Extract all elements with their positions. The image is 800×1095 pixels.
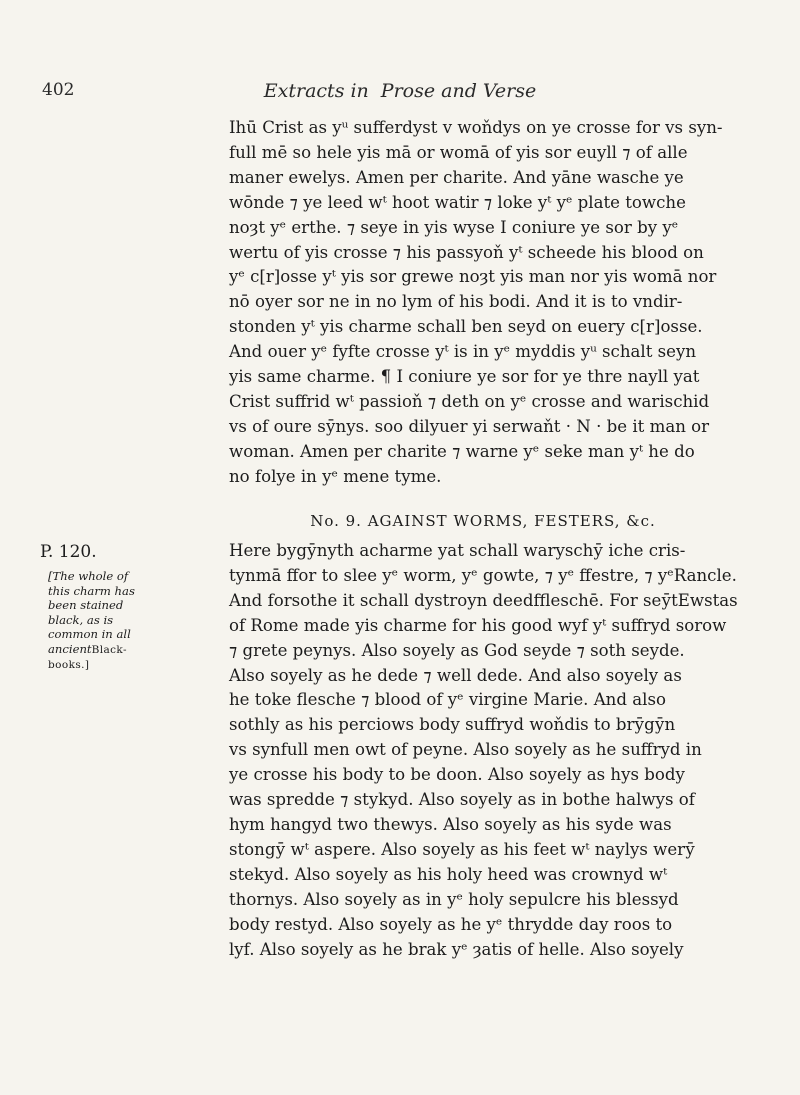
- text-line: Crist suffrid wᵗ passioň ⁊ deth on yᵉ crosse and warischid: [229, 391, 710, 411]
- text-line: full mē so hele yis mā or womā of yis sor euyll ⁊ of alle: [229, 142, 688, 162]
- side-note-line: common in all: [48, 627, 131, 642]
- text-line: yis same charme. ¶ I coniure ye sor for ye thre nayll yat: [229, 367, 700, 387]
- side-note-line: this charm has: [48, 583, 135, 598]
- text-line: was spredde ⁊ stykyd. Also soyely as in bothe halwys of: [229, 790, 695, 810]
- text-line: tynmā ffor to slee yᵉ worm, yᵉ gowte, ⁊ yᵉ ffestre, ⁊ yᵉRancle.: [229, 565, 737, 585]
- text-line: stekyd. Also soyely as his holy heed was crownyd wᵗ: [229, 864, 668, 884]
- text-line: yᵉ c[r]osse yᵗ yis sor grewe noȝt yis man nor yis womā nor: [229, 267, 717, 287]
- margin-page-reference: P. 120.: [40, 542, 97, 562]
- text-line: lyf. Also soyely as he brak yᵉ ȝatis of helle. Also soyely: [229, 939, 684, 959]
- running-head-part-2: Prose and Verse: [380, 80, 537, 102]
- text-line: stongӯ wᵗ aspere. Also soyely as his feet wᵗ naylys werӯ: [229, 839, 695, 859]
- charm-text-2: [229, 539, 737, 962]
- text-line: noȝt yᵉ erthe. ⁊ seye in yis wyse I coniure ye sor by yᵉ: [229, 217, 679, 237]
- charm-text-1: [229, 116, 737, 490]
- text-line: And forsothe it schall dystroyn deedffleschē. For seӯtEwstas: [229, 590, 738, 610]
- running-head: [0, 80, 800, 102]
- text-line: he toke flesche ⁊ blood of yᵉ virgine Marie. And also: [229, 690, 666, 710]
- text-line: stonden yᵗ yis charme schall ben seyd on euery c[r]osse.: [229, 317, 703, 337]
- text-line: hym hangyd two thewys. Also soyely as his syde was: [229, 814, 672, 834]
- text-line: Here bygӯnyth acharme yat schall waryschӯ iche cris-: [229, 541, 686, 560]
- text-line: thornys. Also soyely as in yᵉ holy sepulcre his blessyd: [229, 889, 679, 909]
- side-note-line: black, as is: [48, 612, 114, 627]
- text-line: Also soyely as he dede ⁊ well dede. And also soyely as: [229, 665, 682, 685]
- side-note-line: been stained: [48, 598, 124, 613]
- text-line: wōnde ⁊ ye leed wᵗ hoot watir ⁊ loke yᵗ yᵉ plate towche: [229, 192, 686, 212]
- text-line: sothly as his perciows body suffryd woňdis to brӯgӯn: [229, 715, 676, 735]
- side-note-line: books.]: [48, 658, 90, 671]
- text-line: Ihū Crist as yᵘ sufferdyst v woňdys on ye crosse for vs syn-: [229, 118, 723, 137]
- text-line: woman. Amen per charite ⁊ warne yᵉ seke man yᵗ he do: [229, 441, 695, 461]
- side-note: [48, 569, 226, 672]
- running-head-part-1: Extracts in: [263, 80, 369, 102]
- text-line: maner ewelys. Amen per charite. And yāne wasche ye: [229, 167, 684, 187]
- text-line: of Rome made yis charme for his good wyf yᵗ suffryd sorow: [229, 615, 727, 635]
- text-line: ye crosse his body to be doon. Also soyely as hys body: [229, 765, 685, 785]
- text-line: body restyd. Also soyely as he yᵉ thrydde day roos to: [229, 914, 673, 934]
- section-heading: No. 9. AGAINST WORMS, FESTERS, &c.: [310, 512, 656, 530]
- text-line: And ouer yᵉ fyfte crosse yᵗ is in yᵉ myddis yᵘ schalt seyn: [229, 342, 697, 362]
- text-line: vs synfull men owt of peyne. Also soyely as he suffryd in: [229, 740, 702, 760]
- text-line: ⁊ grete peynys. Also soyely as God seyde ⁊ soth seyde.: [229, 640, 685, 660]
- side-note-line: [The whole of: [48, 569, 129, 583]
- text-line: no folye in yᵉ mene tyme.: [229, 466, 442, 486]
- text-line: wertu of yis crosse ⁊ his passyoň yᵗ scheede his blood on: [229, 242, 704, 262]
- side-note-line: [48, 642, 226, 658]
- side-note-smallcaps: Black-: [91, 643, 127, 656]
- text-line: vs of oure sӯnys. soo dilyuer yi serwaňt · N · be it man or: [229, 416, 710, 436]
- side-note-fragment: ancient: [48, 641, 92, 656]
- text-line: nō oyer sor ne in no lym of his bodi. And it is to vndir-: [229, 292, 683, 312]
- page-number: 402: [42, 80, 75, 100]
